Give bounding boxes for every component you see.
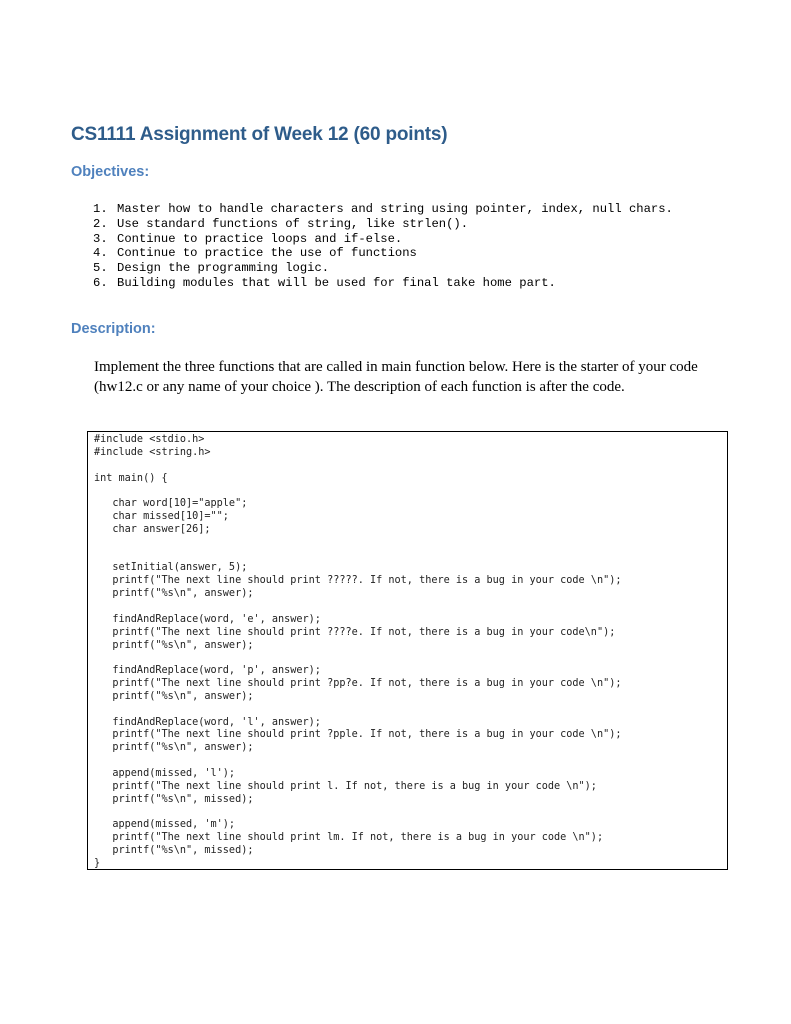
code-line: printf("The next line should print lm. If not, there is a bug in your code \n"); xyxy=(94,832,604,844)
code-line: printf("The next line should print ????e. If not, there is a bug in your code\n"); xyxy=(94,626,616,638)
objective-item xyxy=(93,232,713,247)
objective-number: 4. xyxy=(93,246,108,261)
code-line: char word[10]="apple"; xyxy=(94,498,248,510)
code-line: printf("%s\n", answer); xyxy=(94,690,254,702)
objective-text: Master how to handle characters and string using pointer, index, null chars. xyxy=(117,202,673,216)
objective-item xyxy=(93,217,713,232)
code-line: printf("The next line should print ?pp?e. If not, there is a bug in your code \n"); xyxy=(94,678,622,690)
objective-number: 5. xyxy=(93,261,108,276)
code-line: append(missed, 'l'); xyxy=(94,767,236,779)
code-line: char missed[10]=""; xyxy=(94,511,229,523)
code-line: } xyxy=(94,857,101,869)
code-line: printf("%s\n", missed); xyxy=(94,845,254,856)
code-listing-box xyxy=(87,431,728,870)
objective-number: 1. xyxy=(93,202,108,216)
code-line: printf("The next line should print ?????. If not, there is a bug in your code \n"); xyxy=(94,575,622,587)
code-line: findAndReplace(word, 'p', answer); xyxy=(94,665,321,677)
objective-text: Building modules that will be used for final take home part. xyxy=(117,275,556,290)
code-line: append(missed, 'm'); xyxy=(94,819,236,831)
description-heading: Description: xyxy=(71,321,156,337)
code-line: #include <string.h> xyxy=(94,446,211,458)
objective-item xyxy=(93,202,713,217)
code-line: findAndReplace(word, 'l', answer); xyxy=(94,716,321,728)
objective-text: Continue to practice loops and if-else. xyxy=(117,231,403,246)
objective-text: Continue to practice the use of functions xyxy=(117,246,417,261)
code-line: printf("The next line should print l. If not, there is a bug in your code \n"); xyxy=(94,780,597,792)
objective-number: 6. xyxy=(93,275,108,290)
code-line: char answer[26]; xyxy=(94,523,211,535)
objectives-list xyxy=(93,202,713,291)
objectives-heading: Objectives: xyxy=(71,164,150,180)
description-paragraph: Implement the three functions that are called in main function below. Here is the starter of your code (hw12.c or any name of your choice ). The description of each function is after the code. xyxy=(94,359,698,395)
objective-number: 2. xyxy=(93,216,108,231)
code-line: setInitial(answer, 5); xyxy=(94,562,248,574)
code-line: printf("%s\n", answer); xyxy=(94,639,254,651)
code-line: printf("%s\n", answer); xyxy=(94,588,254,600)
objective-item xyxy=(93,246,713,261)
document-title: CS1111 Assignment of Week 12 (60 points) xyxy=(71,124,448,145)
code-line: printf("%s\n", answer); xyxy=(94,742,254,754)
code-line: int main() { xyxy=(94,472,168,484)
code-line: printf("%s\n", missed); xyxy=(94,793,254,805)
code-line: #include <stdio.h> xyxy=(94,434,205,445)
code-line: printf("The next line should print ?pple. If not, there is a bug in your code \n"); xyxy=(94,729,622,741)
objective-text: Design the programming logic. xyxy=(117,261,330,276)
code-line: findAndReplace(word, 'e', answer); xyxy=(94,613,321,625)
objective-item xyxy=(93,276,713,291)
objective-item xyxy=(93,261,713,276)
objective-text: Use standard functions of string, like strlen(). xyxy=(117,216,469,231)
objective-number: 3. xyxy=(93,231,108,246)
code-block xyxy=(94,434,621,871)
